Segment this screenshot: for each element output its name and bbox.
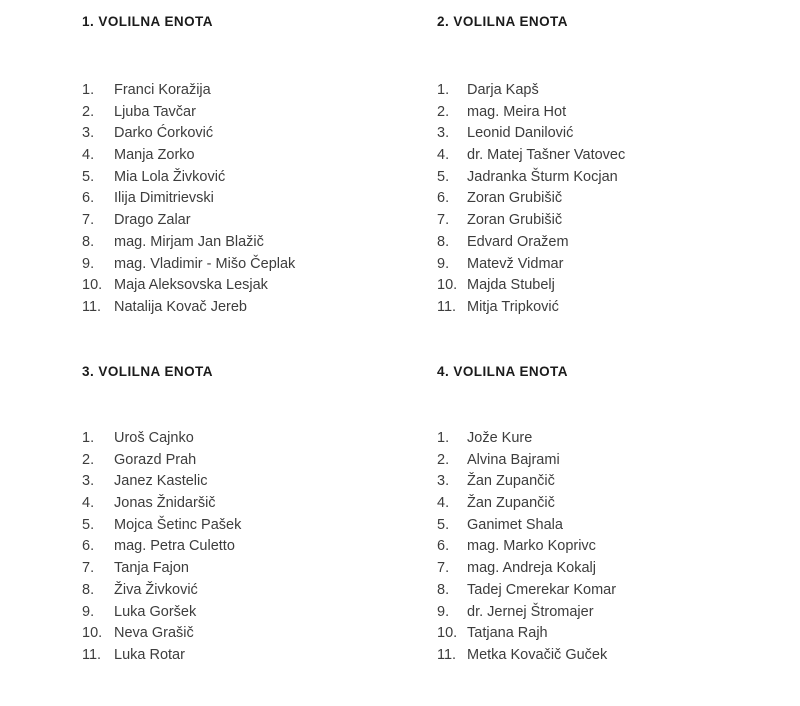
- candidate-name: Tadej Cmerekar Komar: [467, 581, 617, 598]
- list-item: [437, 428, 800, 450]
- list-item: [437, 536, 800, 558]
- candidate-name: Luka Rotar: [114, 646, 185, 663]
- candidate-name: Ljuba Tavčar: [114, 103, 196, 120]
- candidate-index: 2.: [82, 103, 95, 120]
- candidate-name: Mia Lola Živković: [114, 168, 226, 185]
- volilna-enota-2-candidate-list: [437, 80, 800, 319]
- candidate-index: 3.: [437, 473, 450, 490]
- candidate-name: Matevž Vidmar: [467, 255, 564, 272]
- list-item: [82, 102, 437, 124]
- volilna-enota-4: [437, 364, 800, 706]
- list-item: [82, 602, 437, 624]
- list-item: [82, 428, 437, 450]
- candidate-name: Ilija Dimitrievski: [114, 190, 214, 207]
- candidate-name: Manja Zorko: [114, 147, 195, 164]
- list-item: [82, 450, 437, 472]
- candidate-name: mag. Mirjam Jan Blažič: [114, 233, 264, 250]
- candidate-index: 10.: [437, 277, 458, 294]
- volilna-enota-4-candidate-list: [437, 428, 800, 667]
- candidate-index: 5.: [437, 516, 450, 533]
- candidate-index: 10.: [82, 277, 103, 294]
- candidate-name: Žan Zupančič: [467, 473, 555, 490]
- list-item: [437, 188, 800, 210]
- candidate-name: dr. Jernej Štromajer: [467, 603, 594, 620]
- candidate-name: Darja Kapš: [467, 82, 539, 98]
- list-item: [437, 102, 800, 124]
- candidate-index: 9.: [437, 603, 450, 620]
- candidate-name: Edvard Oražem: [467, 233, 569, 250]
- list-item: [82, 493, 437, 515]
- volilna-enota-3-title: 3. VOLILNA ENOTA: [82, 364, 213, 379]
- list-item: [82, 580, 437, 602]
- candidate-index: 1.: [82, 82, 95, 98]
- candidate-name: Janez Kastelic: [114, 473, 208, 490]
- candidate-name: Tanja Fajon: [114, 560, 189, 577]
- candidate-name: Maja Aleksovska Lesjak: [114, 277, 268, 294]
- volilna-enota-3-candidate-list: [82, 428, 437, 667]
- candidate-index: 2.: [82, 451, 95, 468]
- volilna-enota-2-title: 2. VOLILNA ENOTA: [437, 14, 568, 29]
- list-item: [437, 450, 800, 472]
- candidate-index: 4.: [82, 495, 95, 512]
- candidate-index: 11.: [82, 298, 102, 315]
- list-item: [82, 188, 437, 210]
- volilna-enota-1: [82, 14, 437, 364]
- candidate-name: Gorazd Prah: [114, 451, 197, 468]
- list-item: [437, 254, 800, 276]
- list-item: [82, 536, 437, 558]
- candidate-name: Zoran Grubišič: [467, 212, 563, 229]
- list-item: [82, 515, 437, 537]
- candidate-index: 8.: [82, 233, 95, 250]
- candidate-name: Mojca Šetinc Pašek: [114, 516, 242, 533]
- candidate-index: 9.: [82, 255, 95, 272]
- candidate-index: 2.: [437, 451, 450, 468]
- candidate-name: Mitja Tripković: [467, 298, 559, 315]
- candidate-index: 1.: [437, 82, 450, 98]
- candidate-index: 8.: [437, 581, 450, 598]
- candidate-name: mag. Vladimir - Mišo Čeplak: [114, 255, 296, 272]
- list-item: [82, 167, 437, 189]
- candidate-name: dr. Matej Tašner Vatovec: [467, 147, 626, 164]
- candidate-name: Jadranka Šturm Kocjan: [467, 168, 618, 185]
- candidate-name: Neva Grašič: [114, 625, 194, 642]
- candidate-index: 8.: [437, 233, 450, 250]
- candidate-index: 3.: [82, 473, 95, 490]
- candidate-name: mag. Andreja Kokalj: [467, 560, 596, 577]
- candidate-index: 9.: [82, 603, 95, 620]
- candidate-name: Majda Stubelj: [467, 277, 555, 294]
- candidate-name: Drago Zalar: [114, 212, 191, 229]
- candidate-index: 5.: [437, 168, 450, 185]
- candidate-name: mag. Petra Culetto: [114, 538, 235, 555]
- list-item: [82, 254, 437, 276]
- candidate-name: Ganimet Shala: [467, 516, 563, 533]
- candidate-name: Zoran Grubišič: [467, 190, 563, 207]
- list-item: [82, 623, 437, 645]
- candidate-name: Jonas Žnidaršič: [114, 495, 216, 512]
- candidate-index: 4.: [437, 147, 450, 164]
- list-item: [82, 80, 437, 102]
- candidate-index: 6.: [82, 190, 95, 207]
- candidate-index: 4.: [437, 495, 450, 512]
- list-item: [437, 297, 800, 319]
- list-item: [82, 123, 437, 145]
- candidate-name: Luka Goršek: [114, 603, 197, 620]
- candidate-index: 2.: [437, 103, 450, 120]
- candidate-index: 7.: [437, 560, 450, 577]
- list-item: [82, 145, 437, 167]
- list-item: [437, 471, 800, 493]
- list-item: [437, 232, 800, 254]
- list-item: [437, 515, 800, 537]
- list-item: [82, 232, 437, 254]
- candidate-index: 1.: [437, 430, 450, 446]
- list-item: [437, 123, 800, 145]
- candidate-index: 10.: [437, 625, 458, 642]
- candidate-index: 8.: [82, 581, 95, 598]
- candidate-index: 5.: [82, 168, 95, 185]
- candidate-name: Alvina Bajrami: [467, 451, 560, 468]
- candidate-name: Metka Kovačič Guček: [467, 646, 608, 663]
- candidate-index: 9.: [437, 255, 450, 272]
- list-item: [437, 623, 800, 645]
- list-item: [437, 210, 800, 232]
- candidate-index: 10.: [82, 625, 103, 642]
- candidate-index: 6.: [82, 538, 95, 555]
- candidate-name: Franci Koražija: [114, 82, 211, 98]
- candidate-index: 11.: [437, 298, 457, 315]
- candidate-name: Jože Kure: [467, 430, 533, 446]
- list-item: [82, 645, 437, 667]
- list-item: [437, 493, 800, 515]
- candidate-index: 7.: [82, 212, 95, 229]
- candidate-name: Živa Živković: [114, 581, 198, 598]
- candidate-index: 3.: [82, 125, 95, 142]
- candidate-index: 7.: [437, 212, 450, 229]
- list-item: [82, 275, 437, 297]
- list-item: [437, 80, 800, 102]
- list-item: [437, 645, 800, 667]
- list-item: [82, 558, 437, 580]
- candidate-index: 4.: [82, 147, 95, 164]
- candidate-index: 6.: [437, 190, 450, 207]
- list-item: [437, 167, 800, 189]
- candidate-index: 11.: [437, 646, 457, 663]
- candidate-name: Tatjana Rajh: [467, 625, 548, 642]
- list-item: [437, 558, 800, 580]
- list-item: [437, 602, 800, 624]
- list-item: [437, 145, 800, 167]
- candidate-index: 1.: [82, 430, 95, 446]
- volilna-enota-1-title: 1. VOLILNA ENOTA: [82, 14, 213, 29]
- candidate-name: mag. Meira Hot: [467, 103, 567, 120]
- volilna-enota-4-title: 4. VOLILNA ENOTA: [437, 364, 568, 379]
- candidate-index: 5.: [82, 516, 95, 533]
- candidate-name: Darko Ćorković: [114, 125, 214, 142]
- list-item: [82, 210, 437, 232]
- list-item: [82, 471, 437, 493]
- candidate-index: 7.: [82, 560, 95, 577]
- list-item: [437, 580, 800, 602]
- candidate-index: 3.: [437, 125, 450, 142]
- candidate-name: mag. Marko Koprivc: [467, 538, 596, 555]
- list-item: [437, 275, 800, 297]
- list-item: [82, 297, 437, 319]
- candidate-name: Uroš Cajnko: [114, 430, 194, 446]
- volilna-enota-1-candidate-list: [82, 80, 437, 319]
- candidate-index: 11.: [82, 646, 102, 663]
- volilna-enota-2: [437, 14, 800, 364]
- candidate-name: Natalija Kovač Jereb: [114, 298, 247, 315]
- candidate-name: Leonid Danilović: [467, 125, 574, 142]
- candidate-name: Žan Zupančič: [467, 495, 555, 512]
- candidate-index: 6.: [437, 538, 450, 555]
- volilna-enota-3: [82, 364, 437, 706]
